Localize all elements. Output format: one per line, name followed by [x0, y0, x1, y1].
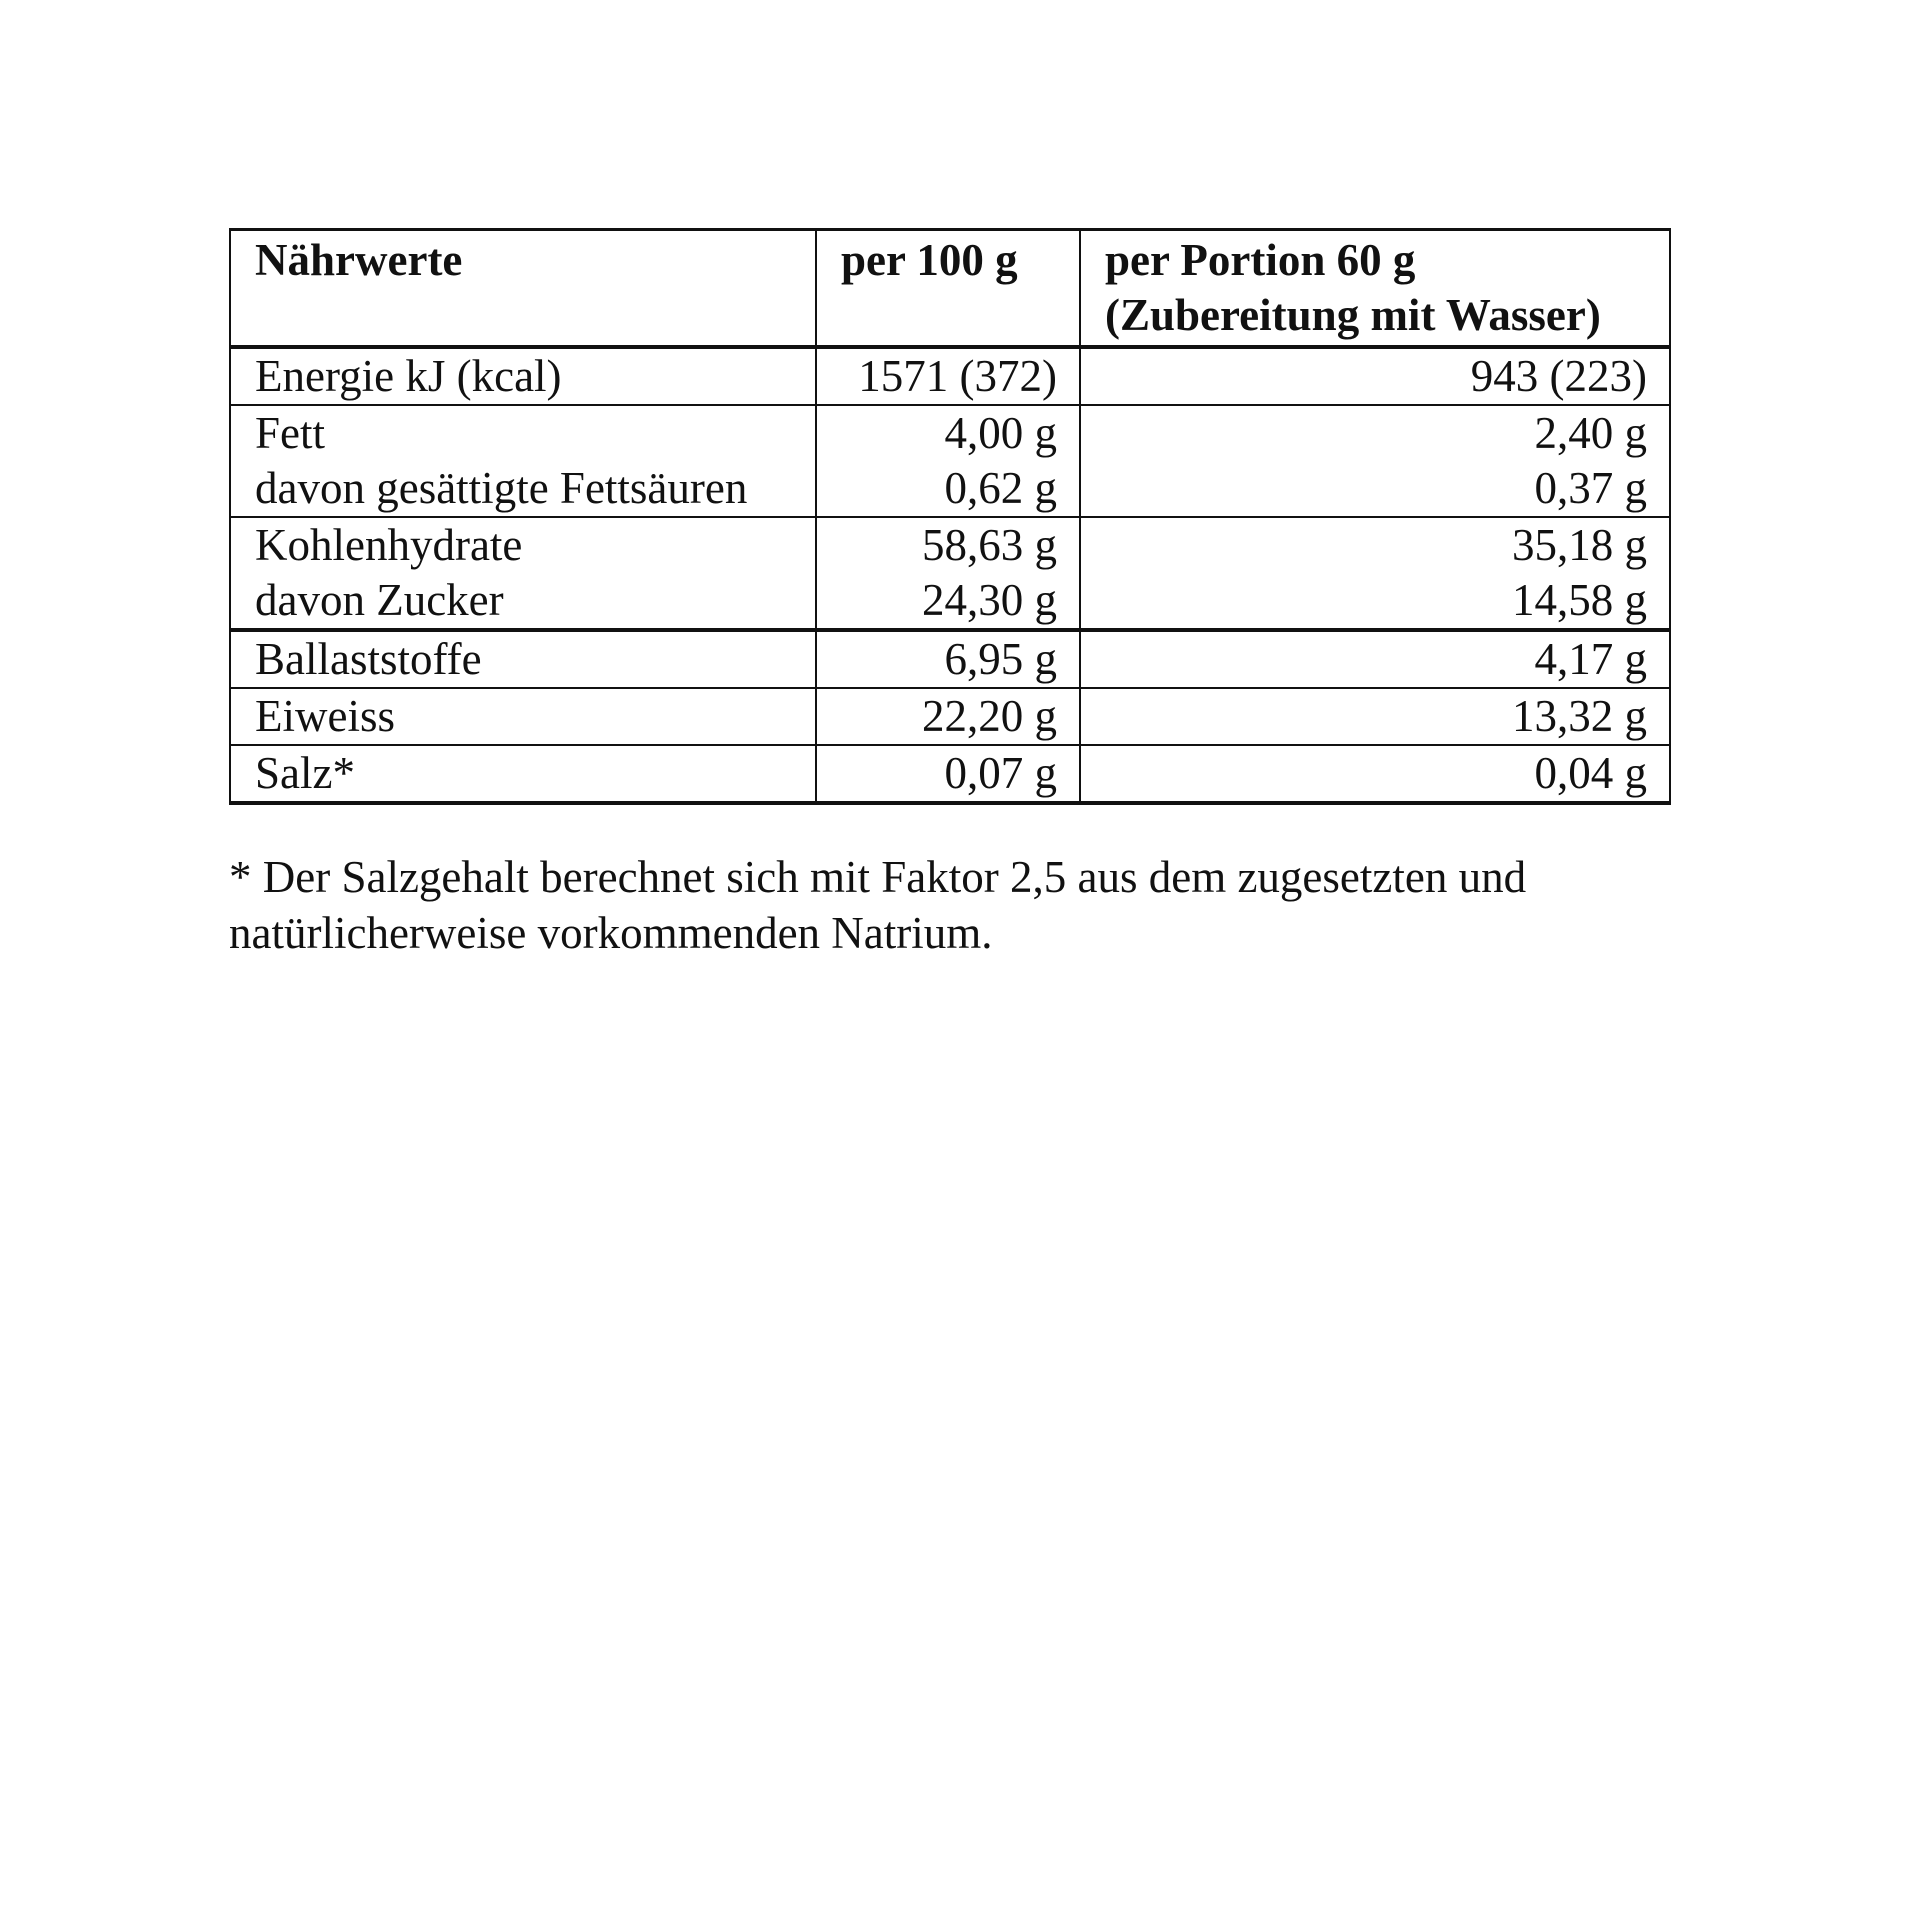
row-label-cell — [230, 405, 816, 517]
row-per100-cell — [816, 745, 1080, 803]
row-per100-cell — [816, 347, 1080, 405]
row-per100-cell — [816, 688, 1080, 745]
header-per-portion — [1080, 230, 1670, 348]
row-label: Fett — [255, 408, 326, 458]
footnote-line-1: * Der Salzgehalt berechnet sich mit Faktor 2,5 aus dem zugesetzten und — [229, 852, 1527, 902]
header-per-100g — [816, 230, 1080, 348]
row-per100-value: 4,00 g — [944, 408, 1057, 458]
header-per-portion-line2: (Zubereitung mit Wasser) — [1105, 290, 1601, 340]
row-per100-value: 58,63 g — [922, 520, 1057, 570]
header-per-100g-label: per 100 g — [841, 235, 1018, 285]
row-label-cell — [230, 517, 816, 630]
header-per-portion-line1: per Portion 60 g — [1105, 235, 1416, 285]
salt-footnote — [229, 849, 1669, 961]
row-per100-cell — [816, 405, 1080, 517]
document-page — [229, 228, 1669, 961]
table-row-energy — [230, 347, 1670, 405]
table-row-carbohydrates — [230, 517, 1670, 630]
table-row-salt — [230, 745, 1670, 803]
row-per100-subvalue: 0,62 g — [944, 463, 1057, 513]
table-row-fat — [230, 405, 1670, 517]
row-label: Eiweiss — [255, 691, 395, 741]
row-perportion-cell — [1080, 347, 1670, 405]
row-sublabel: davon Zucker — [255, 575, 504, 625]
table-row-fiber — [230, 630, 1670, 688]
row-perportion-value: 4,17 g — [1534, 634, 1647, 684]
footnote-line-2: natürlicherweise vorkommenden Natrium. — [229, 908, 993, 958]
row-label-cell — [230, 688, 816, 745]
row-per100-cell — [816, 630, 1080, 688]
row-per100-subvalue: 24,30 g — [922, 575, 1057, 625]
row-label: Salz* — [255, 748, 355, 798]
row-label: Kohlenhydrate — [255, 520, 523, 570]
row-perportion-value: 35,18 g — [1512, 520, 1647, 570]
row-label-cell — [230, 630, 816, 688]
row-perportion-subvalue: 0,37 g — [1534, 463, 1647, 513]
row-perportion-subvalue: 14,58 g — [1512, 575, 1647, 625]
table-row-protein — [230, 688, 1670, 745]
row-per100-value: 0,07 g — [944, 748, 1057, 798]
row-label: Ballaststoffe — [255, 634, 482, 684]
row-perportion-cell — [1080, 688, 1670, 745]
row-label: Energie kJ (kcal) — [255, 351, 562, 401]
row-perportion-value: 2,40 g — [1534, 408, 1647, 458]
nutrition-table — [229, 228, 1671, 805]
header-nutrients — [230, 230, 816, 348]
row-per100-value: 6,95 g — [944, 634, 1057, 684]
row-label-cell — [230, 347, 816, 405]
row-per100-cell — [816, 517, 1080, 630]
header-row — [230, 230, 1670, 348]
row-perportion-cell — [1080, 517, 1670, 630]
row-label-cell — [230, 745, 816, 803]
row-perportion-value: 0,04 g — [1534, 748, 1647, 798]
row-perportion-value: 13,32 g — [1512, 691, 1647, 741]
row-perportion-cell — [1080, 745, 1670, 803]
header-nutrients-label: Nährwerte — [255, 235, 463, 285]
row-perportion-value: 943 (223) — [1470, 351, 1647, 401]
row-perportion-cell — [1080, 630, 1670, 688]
row-per100-value: 1571 (372) — [858, 351, 1057, 401]
row-sublabel: davon gesättigte Fettsäuren — [255, 463, 748, 513]
row-perportion-cell — [1080, 405, 1670, 517]
row-per100-value: 22,20 g — [922, 691, 1057, 741]
